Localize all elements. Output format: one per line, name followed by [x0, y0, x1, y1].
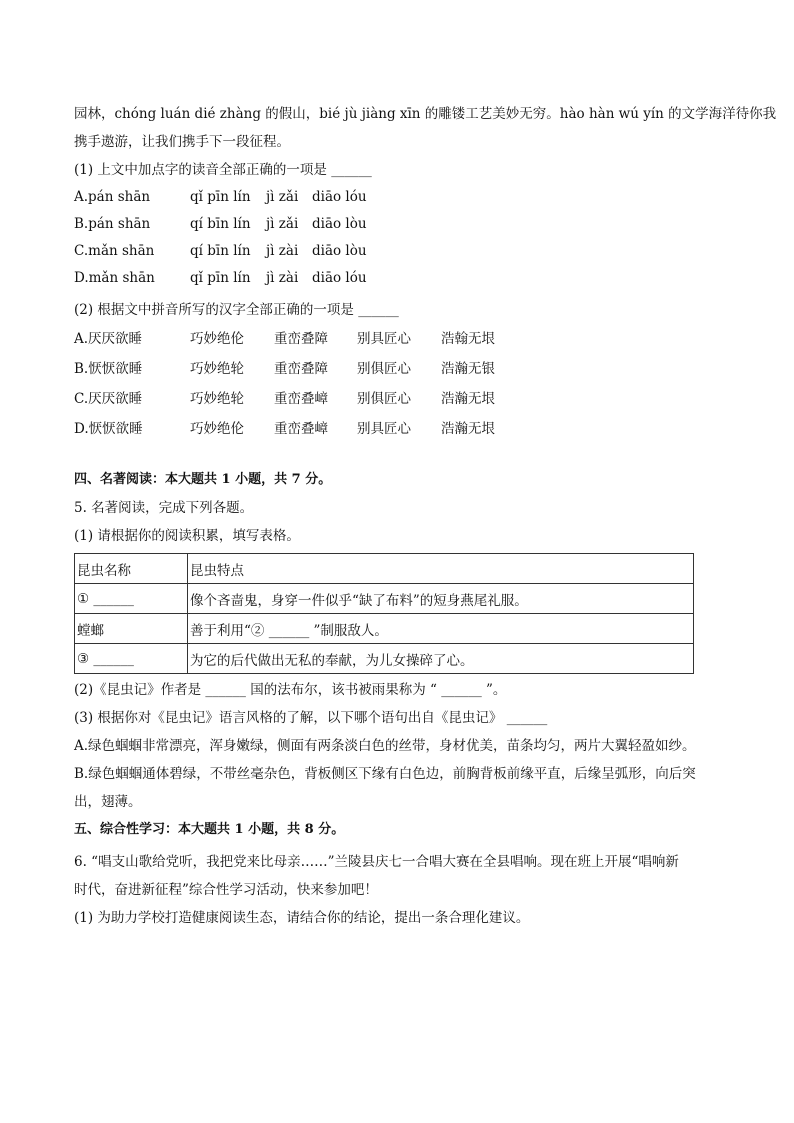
section-5-score: 8: [304, 822, 314, 837]
intro-line-1: 园林，chóng luán dié zhàng 的假山，bié jù jiàng xīn 的雕镂工艺美妙无穷。hào hàn wú yín 的文学海洋待你我: [74, 106, 777, 122]
q5-option-b-line-1: B.绿色蝈蝈通体碧绿，不带丝毫杂色，背板侧区下缘有白色边，前胸背板前缘平直，后缘呈弧形，向后突: [74, 766, 696, 782]
q2-a-3: 重峦叠障: [274, 331, 328, 347]
section-4-prefix: 四、名著阅读：本大题共: [74, 472, 222, 487]
q1-d-3: jì zài: [266, 270, 299, 286]
q5-option-a: A.绿色蝈蝈非常漂亮，浑身嫩绿，侧面有两条淡白色的丝带，身材优美，苗条均匀，两片大翼轻盈如纱。: [74, 738, 696, 754]
q1-a-4: diāo lóu: [312, 189, 367, 205]
q2-b-4: 别俱匠心: [357, 361, 411, 377]
q2-c-2: 巧妙绝轮: [190, 391, 244, 407]
q1-option-a: [74, 184, 724, 211]
q2-a-5: 浩翰无垠: [441, 331, 495, 347]
insect-table: [74, 553, 694, 674]
q2-a-4: 别具匠心: [357, 331, 411, 347]
q1-c-1: C.mǎn shān: [74, 243, 155, 259]
q2-option-d: [74, 414, 724, 444]
table-cell-feature-3: 为它的后代做出无私的奉献，为儿女操碎了心。: [188, 644, 694, 674]
q2-a-1: A.厌厌欲睡: [74, 331, 143, 347]
section-4-mid: 小题，共: [230, 472, 292, 487]
section-4-suffix: 分。: [300, 472, 332, 487]
q2-d-1: D.恹恹欲睡: [74, 421, 143, 437]
q2-b-2: 巧妙绝轮: [190, 361, 244, 377]
table-header-name: 昆虫名称: [75, 554, 188, 584]
q2-c-1: C.厌厌欲睡: [74, 391, 143, 407]
q1-a-3: jì zǎi: [266, 189, 299, 205]
q1-a-2: qǐ pīn lín: [190, 189, 251, 205]
q1-c-2: qí bīn lín: [190, 243, 251, 259]
q2-d-5: 浩瀚无垠: [441, 421, 495, 437]
q1-b-2: qí bīn lín: [190, 216, 251, 232]
table-header-row: [75, 554, 694, 584]
q2-a-2: 巧妙绝伦: [190, 331, 244, 347]
q2-b-5: 浩瀚无银: [441, 361, 495, 377]
q2-d-3: 重峦叠嶂: [274, 421, 328, 437]
q6-sub1: (1) 为助力学校打造健康阅读生态，请结合你的结论，提出一条合理化建议。: [74, 910, 530, 926]
q2-stem: (2) 根据文中拼音所写的汉字全部正确的一项是 ______: [74, 302, 399, 318]
table-row: [75, 584, 694, 614]
q2-d-2: 巧妙绝伦: [190, 421, 244, 437]
q2-option-c: [74, 384, 724, 414]
q2-option-a: [74, 324, 724, 354]
q1-options: [74, 184, 724, 292]
table-cell-feature-1: 像个吝啬鬼，身穿一件似乎“缺了布料”的短身燕尾礼服。: [188, 584, 694, 614]
table-row: [75, 644, 694, 674]
q1-option-c: [74, 238, 724, 265]
q2-b-3: 重峦叠障: [274, 361, 328, 377]
q1-b-1: B.pán shān: [74, 216, 151, 232]
q1-a-1: A.pán shān: [74, 189, 151, 205]
table-cell-feature-2: 善于利用“② ______ ”制服敌人。: [188, 614, 694, 644]
q2-options: [74, 324, 724, 444]
table-cell-name-3: ③ ______: [75, 644, 188, 674]
q2-c-4: 别俱匠心: [357, 391, 411, 407]
q2-b-1: B.恹恹欲睡: [74, 361, 143, 377]
q1-option-d: [74, 265, 724, 292]
q6-line-2: 时代，奋进新征程”综合性学习活动，快来参加吧！: [74, 882, 378, 898]
table-cell-name-2: 螳螂: [75, 614, 188, 644]
q5-sub2: (2)《昆虫记》作者是 ______ 国的法布尔，该书被雨果称为 “ ______ ”。: [74, 682, 507, 698]
q2-c-5: 浩瀚无垠: [441, 391, 495, 407]
q1-d-4: diāo lóu: [312, 270, 367, 286]
intro-line-2: 携手遨游，让我们携手下一段征程。: [74, 134, 290, 150]
q2-c-3: 重峦叠嶂: [274, 391, 328, 407]
table-cell-name-1: ① ______: [75, 584, 188, 614]
section-4-count: 1: [221, 472, 231, 487]
q1-d-2: qǐ pīn lín: [190, 270, 251, 286]
section-4-score: 7: [291, 472, 301, 487]
section-5-count: 1: [234, 822, 244, 837]
q2-d-4: 别具匠心: [357, 421, 411, 437]
q1-stem: (1) 上文中加点字的读音全部正确的一项是 ______: [74, 162, 372, 178]
q1-option-b: [74, 211, 724, 238]
section-5-heading: [74, 816, 724, 844]
table-row: [75, 614, 694, 644]
q5-sub1: (1) 请根据你的阅读积累，填写表格。: [74, 528, 300, 544]
q5-sub3: (3) 根据你对《昆虫记》语言风格的了解，以下哪个语句出自《昆虫记》 ______: [74, 710, 548, 726]
q5-option-b-line-2: 出，翅薄。: [74, 794, 142, 810]
q1-c-4: diāo lòu: [312, 243, 367, 259]
q1-b-4: diāo lòu: [312, 216, 367, 232]
table-header-feature: 昆虫特点: [188, 554, 694, 584]
section-5-prefix: 五、综合性学习：本大题共: [74, 822, 235, 837]
section-5-mid: 小题，共: [243, 822, 305, 837]
exam-page: [74, 100, 777, 932]
q1-b-3: jì zǎi: [266, 216, 299, 232]
section-5-suffix: 分。: [313, 822, 345, 837]
spacer: [74, 444, 724, 466]
q1-c-3: jì zài: [266, 243, 299, 259]
q2-option-b: [74, 354, 724, 384]
section-4-heading: [74, 466, 724, 494]
q5-title: 5. 名著阅读，完成下列各题。: [74, 500, 254, 516]
q6-line-1: 6. “唱支山歌给党听，我把党来比母亲……”兰陵县庆七一合唱大赛在全县唱响。现在班上开展“唱响新: [74, 854, 679, 870]
q1-d-1: D.mǎn shān: [74, 270, 155, 286]
